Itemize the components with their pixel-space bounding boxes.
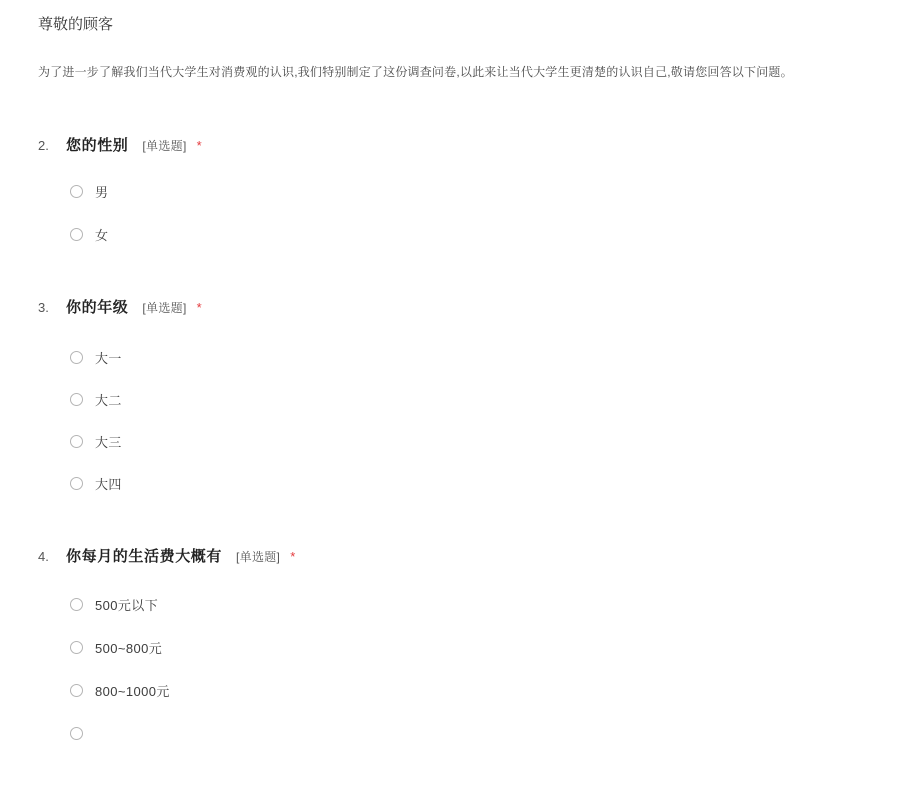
question-block [38, 545, 860, 743]
option-label: 大二 [95, 392, 122, 408]
option-item[interactable] [70, 637, 860, 657]
option-item[interactable] [70, 723, 860, 743]
radio-icon[interactable] [70, 393, 83, 406]
option-item[interactable] [70, 181, 860, 201]
question-block [38, 134, 860, 244]
radio-icon[interactable] [70, 351, 83, 364]
question-title: 你每月的生活费大概有 [66, 548, 223, 565]
option-item[interactable] [70, 389, 860, 409]
option-list [38, 594, 860, 743]
radio-icon[interactable] [70, 684, 83, 697]
page-title: 尊敬的顾客 [38, 16, 114, 33]
question-title: 你的年级 [66, 299, 129, 316]
option-label: 500~800元 [95, 640, 163, 656]
question-index: 2. [38, 138, 49, 153]
radio-icon[interactable] [70, 641, 83, 654]
option-label: 大三 [95, 434, 122, 450]
option-label: 女 [95, 227, 109, 243]
option-label: 大一 [95, 350, 122, 366]
option-item[interactable] [70, 431, 860, 451]
question-index: 3. [38, 300, 49, 315]
question-index: 4. [38, 549, 49, 564]
radio-icon[interactable] [70, 598, 83, 611]
radio-icon[interactable] [70, 477, 83, 490]
radio-icon[interactable] [70, 185, 83, 198]
radio-icon[interactable] [70, 727, 83, 740]
option-item[interactable] [70, 347, 860, 367]
radio-icon[interactable] [70, 435, 83, 448]
question-type-tag: [单选题] [236, 550, 281, 564]
question-type-tag: [单选题] [142, 139, 187, 153]
option-item[interactable] [70, 473, 860, 493]
option-label: 男 [95, 184, 109, 200]
question-block [38, 296, 860, 493]
question-header [38, 296, 860, 317]
required-marker: * [196, 138, 202, 153]
radio-icon[interactable] [70, 228, 83, 241]
option-list [38, 181, 860, 244]
option-label: 800~1000元 [95, 683, 170, 699]
required-marker: * [196, 300, 202, 315]
question-header [38, 134, 860, 155]
survey-description: 为了进一步了解我们当代大学生对消费观的认识,我们特别制定了这份调查问卷,以此来让当代大学生更清楚的认识自己,敬请您回答以下问题。 [38, 65, 793, 79]
required-marker: * [290, 549, 296, 564]
option-list [38, 347, 860, 493]
option-label: 500元以下 [95, 597, 159, 613]
option-item[interactable] [70, 224, 860, 244]
option-item[interactable] [70, 680, 860, 700]
question-title: 您的性别 [66, 137, 129, 154]
question-type-tag: [单选题] [142, 301, 187, 315]
option-item[interactable] [70, 594, 860, 614]
question-header [38, 545, 860, 566]
option-label: 大四 [95, 476, 122, 492]
